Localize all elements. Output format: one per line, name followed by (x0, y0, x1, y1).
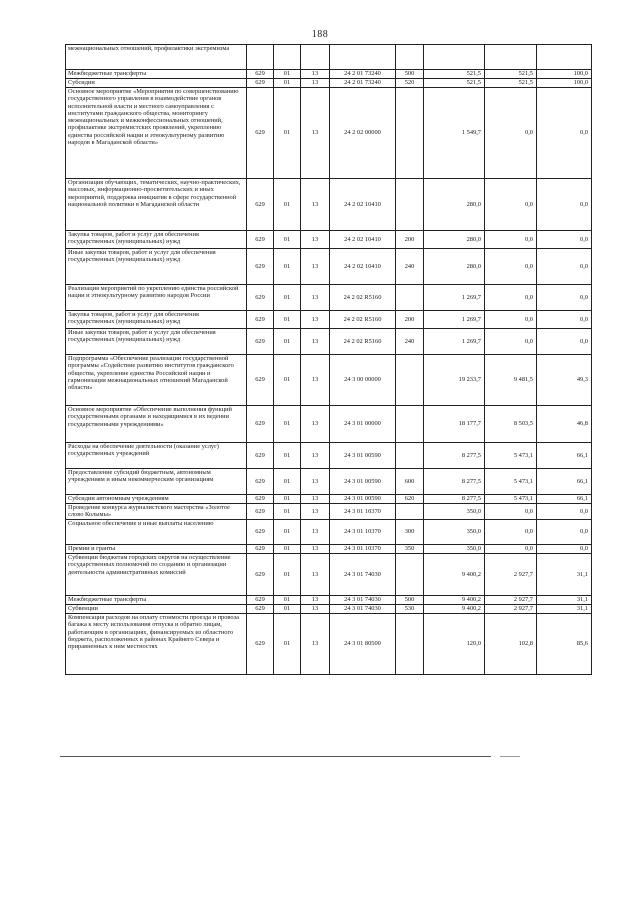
cell-csr (330, 45, 396, 70)
cell-plan: 280,0 (424, 179, 485, 231)
cell-razd: 01 (274, 545, 301, 554)
cell-plan (424, 45, 485, 70)
table-row (66, 406, 592, 443)
cell-ved: 629 (247, 179, 274, 231)
cell-ved: 629 (247, 596, 274, 605)
table-row (66, 443, 592, 469)
cell-plan: 280,0 (424, 231, 485, 249)
cell-name: Субсидии (66, 79, 247, 88)
cell-plan: 8 277,5 (424, 495, 485, 504)
table-body (66, 45, 592, 675)
cell-ved: 629 (247, 469, 274, 495)
cell-fact: 9 481,5 (485, 355, 537, 406)
table-row (66, 605, 592, 614)
table-row (66, 596, 592, 605)
cell-razd: 01 (274, 70, 301, 79)
cell-pr: 13 (301, 285, 330, 311)
cell-fact: 0,0 (485, 249, 537, 285)
cell-ved: 629 (247, 554, 274, 596)
cell-razd: 01 (274, 469, 301, 495)
cell-ved: 629 (247, 545, 274, 554)
cell-fact: 0,0 (485, 231, 537, 249)
cell-plan: 18 177,7 (424, 406, 485, 443)
table-row (66, 545, 592, 554)
cell-name: Компенсация расходов на оплату стоимости проезда и провоза багажа к месту использования отпуска и обратно лицам, работающим в организациях, финансируемых из областного бюджета, расположенных в районах Крайнего Севера и приравненных к ним местностях (66, 614, 247, 675)
cell-fact: 5 473,1 (485, 495, 537, 504)
page-number: 188 (311, 29, 329, 40)
cell-plan: 1 269,7 (424, 285, 485, 311)
cell-razd: 01 (274, 355, 301, 406)
cell-pr: 13 (301, 443, 330, 469)
cell-name: Проведение конкурса журналистского мастерства «Золотое слово Колымы» (66, 504, 247, 520)
cell-razd: 01 (274, 504, 301, 520)
cell-fact: 0,0 (485, 179, 537, 231)
cell-pr: 13 (301, 406, 330, 443)
cell-pr: 13 (301, 469, 330, 495)
cell-pct: 100,0 (537, 70, 592, 79)
cell-pct: 0,0 (537, 285, 592, 311)
cell-ved: 629 (247, 285, 274, 311)
cell-ved: 629 (247, 504, 274, 520)
cell-razd: 01 (274, 596, 301, 605)
cell-vr (396, 554, 424, 596)
cell-vr: 500 (396, 70, 424, 79)
cell-ved: 629 (247, 355, 274, 406)
cell-fact: 2 927,7 (485, 596, 537, 605)
cell-csr: 24 2 02 10410 (330, 231, 396, 249)
cell-vr (396, 406, 424, 443)
cell-plan: 19 233,7 (424, 355, 485, 406)
cell-ved: 629 (247, 614, 274, 675)
table-row (66, 45, 592, 70)
cell-name: Реализация мероприятий по укреплению единства российской нации и этнокультурному развитию народов России (66, 285, 247, 311)
table-row (66, 495, 592, 504)
cell-name: Основное мероприятие «Мероприятия по совершенствованию государственного управления в взаимодействие органов исполнительной власти и местного самоуправления с институтами гражданского общества, мониторингу межнациональных и межконфессиональных отношений, профилактике экстремистских проявлений, укреплению единства российской нации и этнокультурному развитию народов в Магаданской области» (66, 88, 247, 179)
cell-plan: 350,0 (424, 545, 485, 554)
cell-csr: 24 3 01 00590 (330, 469, 396, 495)
cell-csr: 24 2 02 10410 (330, 179, 396, 231)
cell-csr: 24 3 01 00590 (330, 443, 396, 469)
cell-fact: 0,0 (485, 545, 537, 554)
cell-csr: 24 3 01 00590 (330, 495, 396, 504)
cell-razd: 01 (274, 231, 301, 249)
cell-vr: 200 (396, 311, 424, 329)
cell-pct: 31,1 (537, 605, 592, 614)
cell-razd: 01 (274, 554, 301, 596)
cell-razd: 01 (274, 79, 301, 88)
cell-plan: 350,0 (424, 520, 485, 545)
table-row (66, 249, 592, 285)
table-row (66, 520, 592, 545)
cell-fact: 0,0 (485, 504, 537, 520)
cell-plan: 1 269,7 (424, 311, 485, 329)
cell-fact (485, 45, 537, 70)
cell-vr (396, 45, 424, 70)
cell-name: Подпрограмма «Обеспечение реализации государственной программы «Содействие развитию институтов гражданского общества, укрепление единства Российской нации и гармонизация межнациональных отношений Магаданской области» (66, 355, 247, 406)
cell-razd: 01 (274, 311, 301, 329)
cell-pct: 0,0 (537, 88, 592, 179)
cell-pct: 0,0 (537, 179, 592, 231)
cell-plan: 120,0 (424, 614, 485, 675)
cell-razd: 01 (274, 605, 301, 614)
cell-csr: 24 3 01 74030 (330, 554, 396, 596)
cell-plan: 350,0 (424, 504, 485, 520)
cell-csr: 24 2 01 73240 (330, 79, 396, 88)
cell-ved: 629 (247, 495, 274, 504)
cell-fact: 0,0 (485, 88, 537, 179)
cell-csr: 24 2 02 R5160 (330, 311, 396, 329)
cell-plan: 9 400,2 (424, 605, 485, 614)
cell-fact: 5 473,1 (485, 469, 537, 495)
cell-vr (396, 88, 424, 179)
cell-csr: 24 3 00 00000 (330, 355, 396, 406)
cell-plan: 521,5 (424, 70, 485, 79)
cell-pct: 85,6 (537, 614, 592, 675)
table-row (66, 70, 592, 79)
cell-vr (396, 504, 424, 520)
cell-plan: 8 277,5 (424, 443, 485, 469)
cell-csr: 24 3 01 74030 (330, 605, 396, 614)
cell-name: межнациональных отношений, профилактики экстремизма (66, 45, 247, 70)
cell-fact: 102,8 (485, 614, 537, 675)
cell-name: Закупка товаров, работ и услуг для обеспечения государственных (муниципальных) нужд (66, 311, 247, 329)
cell-csr: 24 3 01 10370 (330, 520, 396, 545)
cell-pr: 13 (301, 596, 330, 605)
budget-table (65, 44, 592, 675)
cell-vr (396, 179, 424, 231)
cell-vr: 240 (396, 329, 424, 355)
cell-pct: 31,1 (537, 554, 592, 596)
table-row (66, 79, 592, 88)
cell-csr: 24 3 01 10370 (330, 504, 396, 520)
cell-pr: 13 (301, 554, 330, 596)
table-row (66, 469, 592, 495)
cell-name: Организация обучающих, тематических, научно-практических, массовых, информационно-просветительских и иных мероприятий, поддержка инициатив в сфере государственной национальной политики в Магаданской области (66, 179, 247, 231)
cell-pr: 13 (301, 545, 330, 554)
cell-pct: 46,8 (537, 406, 592, 443)
cell-csr: 24 3 01 10370 (330, 545, 396, 554)
table-row (66, 88, 592, 179)
cell-fact: 0,0 (485, 311, 537, 329)
table-row (66, 614, 592, 675)
cell-plan: 1 269,7 (424, 329, 485, 355)
cell-pr: 13 (301, 504, 330, 520)
cell-pr: 13 (301, 88, 330, 179)
cell-razd (274, 45, 301, 70)
cell-ved: 629 (247, 249, 274, 285)
cell-vr: 620 (396, 495, 424, 504)
cell-pr: 13 (301, 605, 330, 614)
cell-csr: 24 3 01 80500 (330, 614, 396, 675)
table-row (66, 231, 592, 249)
cell-vr (396, 614, 424, 675)
cell-pct: 0,0 (537, 520, 592, 545)
cell-csr: 24 2 02 R5160 (330, 285, 396, 311)
table-row (66, 504, 592, 520)
table-row (66, 285, 592, 311)
cell-name: Межбюджетные трансферты (66, 70, 247, 79)
cell-pct: 0,0 (537, 329, 592, 355)
cell-ved: 629 (247, 520, 274, 545)
cell-plan: 280,0 (424, 249, 485, 285)
bottom-rule (60, 756, 491, 757)
cell-csr: 24 3 01 00000 (330, 406, 396, 443)
cell-csr: 24 3 01 74030 (330, 596, 396, 605)
cell-ved: 629 (247, 443, 274, 469)
cell-razd: 01 (274, 179, 301, 231)
cell-fact: 8 503,5 (485, 406, 537, 443)
cell-vr: 350 (396, 545, 424, 554)
cell-pr: 13 (301, 355, 330, 406)
cell-pct: 100,0 (537, 79, 592, 88)
cell-pct: 0,0 (537, 231, 592, 249)
cell-plan: 1 549,7 (424, 88, 485, 179)
cell-plan: 9 400,2 (424, 596, 485, 605)
cell-vr (396, 443, 424, 469)
cell-pr: 13 (301, 520, 330, 545)
cell-fact: 521,5 (485, 70, 537, 79)
cell-ved: 629 (247, 605, 274, 614)
cell-pct: 49,3 (537, 355, 592, 406)
cell-ved: 629 (247, 79, 274, 88)
cell-pr: 13 (301, 329, 330, 355)
cell-pr: 13 (301, 495, 330, 504)
table-row (66, 311, 592, 329)
cell-pr: 13 (301, 231, 330, 249)
cell-plan: 521,5 (424, 79, 485, 88)
cell-name: Иные закупки товаров, работ и услуг для обеспечения государственных (муниципальных) нужд (66, 249, 247, 285)
cell-name: Субвенции (66, 605, 247, 614)
cell-ved: 629 (247, 311, 274, 329)
cell-pr: 13 (301, 614, 330, 675)
cell-ved: 629 (247, 231, 274, 249)
cell-razd: 01 (274, 88, 301, 179)
cell-pct: 0,0 (537, 311, 592, 329)
cell-name: Субсидии автономным учреждениям (66, 495, 247, 504)
cell-razd: 01 (274, 329, 301, 355)
cell-pct: 0,0 (537, 545, 592, 554)
cell-pr: 13 (301, 311, 330, 329)
table-row (66, 179, 592, 231)
cell-vr (396, 285, 424, 311)
cell-name: Расходы на обеспечение деятельности (оказание услуг) государственных учреждений (66, 443, 247, 469)
cell-csr: 24 2 02 R5160 (330, 329, 396, 355)
cell-ved: 629 (247, 88, 274, 179)
cell-razd: 01 (274, 495, 301, 504)
cell-name: Предоставление субсидий бюджетным, автономным учреждениям и иным некоммерческим организациям (66, 469, 247, 495)
cell-name: Премии и гранты (66, 545, 247, 554)
cell-vr: 240 (396, 249, 424, 285)
cell-fact: 521,5 (485, 79, 537, 88)
cell-vr: 520 (396, 79, 424, 88)
cell-pct: 66,1 (537, 443, 592, 469)
cell-pct: 0,0 (537, 504, 592, 520)
cell-fact: 5 473,1 (485, 443, 537, 469)
cell-pr: 13 (301, 70, 330, 79)
cell-pct (537, 45, 592, 70)
cell-vr (396, 355, 424, 406)
cell-razd: 01 (274, 406, 301, 443)
table-row (66, 355, 592, 406)
cell-razd: 01 (274, 614, 301, 675)
cell-pr: 13 (301, 79, 330, 88)
table-row (66, 554, 592, 596)
cell-vr: 300 (396, 520, 424, 545)
cell-plan: 9 400,2 (424, 554, 485, 596)
cell-vr: 530 (396, 605, 424, 614)
cell-pct: 0,0 (537, 249, 592, 285)
cell-vr: 200 (396, 231, 424, 249)
cell-vr: 600 (396, 469, 424, 495)
cell-razd: 01 (274, 443, 301, 469)
cell-csr: 24 2 02 10410 (330, 249, 396, 285)
cell-fact: 0,0 (485, 285, 537, 311)
table-row (66, 329, 592, 355)
cell-pct: 66,1 (537, 469, 592, 495)
cell-fact: 2 927,7 (485, 605, 537, 614)
cell-name: Социальное обеспечение и иные выплаты населению (66, 520, 247, 545)
cell-plan: 8 277,5 (424, 469, 485, 495)
cell-fact: 2 927,7 (485, 554, 537, 596)
cell-fact: 0,0 (485, 520, 537, 545)
cell-ved: 629 (247, 329, 274, 355)
cell-ved: 629 (247, 70, 274, 79)
cell-name: Межбюджетные трансферты (66, 596, 247, 605)
cell-pr: 13 (301, 249, 330, 285)
cell-name: Закупка товаров, работ и услуг для обеспечения государственных (муниципальных) нужд (66, 231, 247, 249)
bottom-rule-tail (500, 756, 520, 757)
cell-name: Субвенции бюджетам городских округов на осуществление государственных полномочий по созданию и организации деятельности административных комиссий (66, 554, 247, 596)
cell-pr (301, 45, 330, 70)
cell-pr: 13 (301, 179, 330, 231)
cell-razd: 01 (274, 249, 301, 285)
cell-pct: 31,1 (537, 596, 592, 605)
cell-fact: 0,0 (485, 329, 537, 355)
cell-razd: 01 (274, 520, 301, 545)
cell-csr: 24 2 01 73240 (330, 70, 396, 79)
cell-name: Иные закупки товаров, работ и услуг для обеспечения государственных (муниципальных) нужд (66, 329, 247, 355)
cell-pct: 66,1 (537, 495, 592, 504)
cell-csr: 24 2 02 00000 (330, 88, 396, 179)
cell-ved: 629 (247, 406, 274, 443)
cell-vr: 500 (396, 596, 424, 605)
cell-name: Основное мероприятие «Обеспечение выполнения функций государственными органами и находящимися в их ведении государственными учреждениями» (66, 406, 247, 443)
cell-ved (247, 45, 274, 70)
cell-razd: 01 (274, 285, 301, 311)
